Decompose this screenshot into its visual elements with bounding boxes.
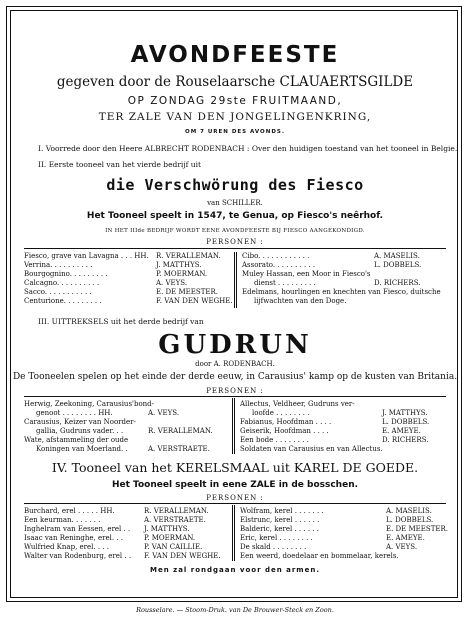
cast-actor: R. VERALLEMAN. (156, 252, 221, 260)
divider (24, 248, 446, 249)
cast-role: Eric, kerel . . . . . . . . (240, 534, 313, 542)
cast-role: Herwig, Zeekoning, Carausius'bond- (24, 400, 155, 408)
fiesco-note: IN HET IIIde BEDRIJF WORDT EENE AVONDFEESTE BIJ FIESCO AANGEKONDIGD. (105, 228, 365, 234)
cast-row (24, 297, 233, 306)
fiesco-setting: Het Tooneel speelt in 1547, te Genua, op Fiesco's neêrhof. (86, 211, 384, 221)
kerelsmaal-cast-right (240, 507, 448, 561)
cast-row (242, 270, 447, 279)
cast-row (24, 507, 229, 516)
cast-actor: E. AMEYE. (386, 534, 425, 542)
kerelsmaal-title: IV. Tooneel van het KERELSMAAL uit KAREL DE GOEDE. (51, 460, 419, 475)
cast-actor: A. VEYS. (148, 409, 180, 417)
cast-actor: A. VEYS. (386, 543, 418, 551)
cast-actor: A. VEYS. (156, 279, 188, 287)
closing-line: Men zal rondgaan voor den armen. (149, 566, 320, 574)
fiesco-author: van SCHILLER. (207, 199, 263, 207)
cast-role: Een keurman. . . . . . . (24, 516, 101, 524)
kerelsmaal-cast-left (24, 507, 229, 561)
cast-role: Koningen van Moerland. . (36, 445, 128, 453)
cast-role: Geiserik, Hoofdman . . . . (240, 427, 329, 435)
cast-row (242, 297, 447, 306)
cast-role: Een bode . . . . . . . . (240, 436, 309, 444)
cast-role: Verrina. . . . . . . . . . (24, 261, 93, 269)
cast-actor: J. MATTHYS. (144, 525, 190, 533)
column-divider (234, 252, 235, 308)
gudrun-title: GUDRUN (158, 330, 312, 360)
cast-role: Muley Hassan, een Moor in Fiesco's (242, 270, 371, 278)
cast-row (24, 534, 229, 543)
cast-actor: L. DOBBELS. (374, 261, 422, 269)
column-divider (232, 398, 233, 454)
cast-actor: R. VERALLEMAN. (144, 507, 209, 515)
fiesco-personen-label: PERSONEN : (206, 238, 264, 246)
cast-role: Elstrunc, kerel . . . . . . (240, 516, 320, 524)
cast-row (240, 516, 445, 525)
cast-actor: P. VAN CAILLIE. (144, 543, 203, 551)
cast-row (242, 279, 447, 288)
cast-row (242, 288, 447, 297)
cast-role: lijfwachten van den Doge. (254, 297, 347, 305)
gudrun-intro: III. UITTREKSELS uit het derde bedrijf van (38, 317, 204, 326)
cast-row (24, 288, 229, 297)
cast-role: Wolfram, kerel . . . . . . . (240, 507, 324, 515)
fiesco-cast-left (24, 252, 233, 306)
cast-actor: A. MASELIS. (386, 507, 432, 515)
cast-row (24, 525, 229, 534)
cast-role: loofde . . . . . . . . (252, 409, 310, 417)
column-divider (232, 505, 233, 561)
cast-row (240, 418, 445, 427)
program-item-2: II. Eerste tooneel van het vierde bedrijf uit (38, 160, 202, 169)
cast-row (24, 409, 229, 418)
cast-row (24, 270, 229, 279)
cast-role: Calcagno. . . . . . . . . . (24, 279, 100, 287)
gudrun-author: door A. RODENBACH. (195, 360, 275, 368)
cast-actor: R. VERALLEMAN. (148, 427, 213, 435)
cast-row (24, 436, 229, 445)
cast-row (24, 516, 229, 525)
cast-role: Inghelram van Eessen, erel . . (24, 525, 131, 533)
cast-actor: F. VAN DEN WEGHE. (144, 552, 221, 560)
kerelsmaal-personen-label: PERSONEN : (206, 494, 264, 502)
cast-actor: E. DE MEESTER. (386, 525, 448, 533)
cast-actor: L. DOBBELS. (382, 418, 430, 426)
cast-row (240, 543, 445, 552)
kerelsmaal-setting: Het Tooneel speelt in eene ZALE in de bosschen. (111, 480, 359, 490)
cast-role: gallia, Gudruns vader. . . (36, 427, 124, 435)
cast-row (240, 534, 445, 543)
cast-row (24, 418, 229, 427)
cast-role: Fiesco, grave van Lavagna . . . HH. (24, 252, 149, 260)
column-divider (234, 398, 235, 454)
cast-actor: D. RICHERS. (374, 279, 421, 287)
cast-role: Sacco. . . . . . . . . . . (24, 288, 92, 296)
time-line: OM 7 UREN DES AVONDS. (185, 129, 285, 135)
divider (24, 503, 446, 504)
cast-actor: A. VERSTRAETE. (144, 516, 206, 524)
cast-actor: L. DOBBELS. (386, 516, 434, 524)
cast-row (240, 409, 445, 418)
cast-row (240, 552, 445, 561)
printer-footer: Rousselare. — Stoom-Druk. van De Brouwer-Steck en Zoon. (136, 606, 334, 614)
cast-role: Cibo. . . . . . . . . . . . (242, 252, 310, 260)
cast-role: Centurione. . . . . . . . . (24, 297, 102, 305)
cast-row (240, 436, 445, 445)
cast-row (242, 252, 447, 261)
cast-actor: E. DE MEESTER. (156, 288, 218, 296)
cast-actor: D. RICHERS. (382, 436, 429, 444)
cast-role: Fabianus, Hoofdman . . . . (240, 418, 332, 426)
fiesco-cast-right (242, 252, 447, 306)
cast-row (24, 427, 229, 436)
program-item-1: I. Voorrede door den Heere ALBRECHT RODENBACH : Over den huidigen toestand van het tooneel in Belgie. (38, 144, 458, 153)
cast-row (242, 261, 447, 270)
cast-row (240, 507, 445, 516)
cast-row (240, 400, 445, 409)
cast-row (240, 427, 445, 436)
cast-actor: E. AMEYE. (382, 427, 421, 435)
cast-actor: J. MATTHYS. (156, 261, 202, 269)
cast-role: Allectus, Veldheer, Gudruns ver- (240, 400, 355, 408)
cast-actor: A. MASELIS. (374, 252, 420, 260)
cast-role: Bourgognino. . . . . . . . . (24, 270, 108, 278)
cast-role: Assorato. . . . . . . . . . (242, 261, 316, 269)
cast-actor: J. MATTHYS. (382, 409, 428, 417)
subtitle-guild: gegeven door de Rouselaarsche CLAUAERTSGILDE (56, 74, 414, 90)
cast-row (24, 400, 229, 409)
gudrun-cast-right (240, 400, 445, 454)
cast-row (24, 252, 229, 261)
page-title: AVONDFEESTE (130, 42, 340, 68)
cast-row (24, 445, 229, 454)
cast-row (240, 445, 445, 454)
cast-role: Edelmans, hourlingen en knechten van Fiesco, duitsche (242, 288, 441, 296)
cast-role: Een weerd, doedelaar en bommelaar, kerels. (240, 552, 399, 560)
cast-row (24, 552, 229, 561)
cast-row (24, 261, 229, 270)
cast-actor: P. MOERMAN. (156, 270, 208, 278)
column-divider (236, 252, 237, 308)
cast-actor: P. MOERMAN. (144, 534, 196, 542)
cast-role: dienst . . . . . . . . . (254, 279, 316, 287)
cast-row (24, 279, 229, 288)
gudrun-setting: De Tooneelen spelen op het einde der derde eeuw, in Carausius' kamp op de kusten van Britania. (12, 372, 458, 382)
venue-line: TER ZALE VAN DEN JONGELINGENKRING, (98, 111, 372, 123)
cast-role: Soldaten van Carausius en van Allectus. (240, 445, 383, 453)
cast-role: genoot . . . . . . . . HH. (36, 409, 113, 417)
cast-role: Wulfried Knap, erel. . . . (24, 543, 109, 551)
cast-role: Wate, afstammeling der oude (24, 436, 129, 444)
date-line: OP ZONDAG 29ste FRUITMAAND, (127, 95, 343, 107)
gudrun-cast-left (24, 400, 229, 454)
fiesco-title: die Verschwörung des Fiesco (106, 176, 364, 194)
cast-role: Carausius, Keizer van Noorder- (24, 418, 136, 426)
cast-actor: F. VAN DEN WEGHE. (156, 297, 233, 305)
cast-role: Walter van Rodenburg, erel . . (24, 552, 132, 560)
cast-role: Isaac van Reninghe, erel. . . (24, 534, 123, 542)
cast-actor: A. VERSTRAETE. (148, 445, 210, 453)
gudrun-personen-label: PERSONEN : (206, 387, 264, 395)
cast-role: De skald . . . . . . . . (240, 543, 307, 551)
cast-role: Burchard, erel . . . . . HH. (24, 507, 115, 515)
cast-role: Balderic, kerel . . . . . . (240, 525, 319, 533)
column-divider (234, 505, 235, 561)
divider (24, 396, 446, 397)
cast-row (240, 525, 448, 534)
cast-row (24, 543, 229, 552)
